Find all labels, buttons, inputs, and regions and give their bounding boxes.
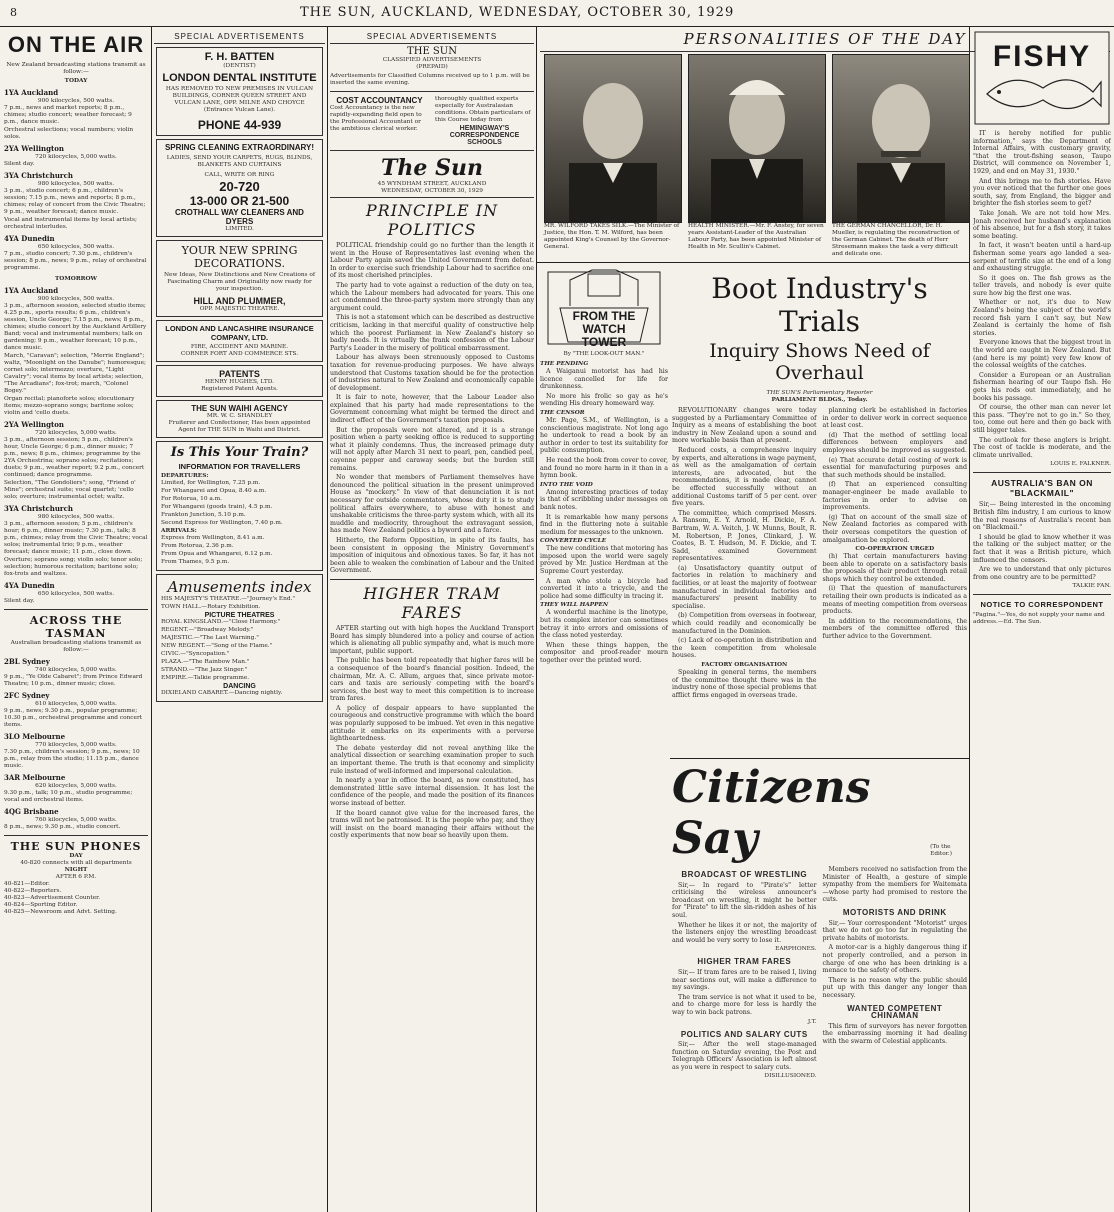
station-power: 770 kilocycles, 5,000 watts. [35, 742, 117, 748]
patents-head: PATENTS [219, 369, 260, 379]
insurance-sub: FIRE, ACCIDENT AND MARINE. [190, 344, 289, 350]
train-sub: INFORMATION FOR TRAVELLERS [178, 462, 301, 471]
pictures-head: PICTURE THEATRES [204, 612, 275, 619]
cleaning-head: SPRING CLEANING EXTRAORDINARY! [164, 143, 315, 152]
fishy-paragraph: IT is hereby notified for public information," says the Department of Internal Affairs, with customary gravity, "that the trout-fishing season, Taupo District, will commence on November 1, 1929, and end on May 31, 1930." [973, 130, 1111, 175]
station-power: 980 kilocycles, 500 watts. [37, 181, 115, 187]
batten-clinic: LONDON DENTAL INSTITUTE [162, 72, 317, 84]
letter-heading: WANTED COMPETENT CHINAMAN [847, 1003, 943, 1021]
cleaning-call: CALL, WRITE OR RING [204, 172, 275, 178]
cleaning-firm: CROTHALL WAY CLEANERS AND DYERS [175, 208, 304, 226]
cleaning-ad [156, 139, 323, 237]
station-power: 650 kilocycles, 500 watts. [37, 591, 115, 597]
station-name: 2FC Sydney [4, 691, 50, 700]
fishy-column: FISHY IT is hereby notified for public information," says the Department of Internal Affairs, with customary gravity, "that the trout-fishing season, Taupo District, will commence on November 1, 1929, and end on May 31, 1930." And this brings me to fish stories. Have you ever noticed that the further one goes south, say, from England, the bigger and brighter the fish stories seem to get? Take Jonah. We are not told how Mrs. Jonah received her husband's explanation of his absence, but for a fish story, it takes some beating. In fact, it wasn't beaten until a hard-up fisherman some years ago landed a sea-serpent of terrific size at the end of a long and exhausting struggle. So it goes on. The fish grows as the teller travels, and nobody is ever quite sure how big the first one was. Whether or not, it's due to New Zealand's being the subject of the world's record fish yarn I can't say, but New Zealand is certainly the home of fish stories. Everyone knows that the biggest trout in the world are caught in New Zealand. But (and here is my point) very few know of the colossal weights of the catches. Consider a European or an Australian fisherman hearing of our Taupo fish. He gets his rods out immediately, and he books his passage. Of course, the other man can never let this pass. "They're not to go in." So they, too, come out here and then go back with still bigger tales. The outlook for these anglers is bright. The cost of tackle is moderate, and the climate unrivalled. LOUIS E. FALKNER. AUSTRALIA'S BAN ON "BLACKMAIL" Sir,— Being interested in the oncoming British film industry, I am curious to know the real reasons of Australia's recent ban on "Blackmail." I should be glad to know whether it was the talking or the subject matter, or the fact that it was a British picture, which influenced the censors. Are we to understand that only pictures from one country are to be permitted? TALKIE FAN. NOTICE TO CORRESPONDENT "Pagina."—Yes, do not supply your name and address.—Ed. The Sun. [973, 30, 1111, 1210]
watchtower-title: FROM THE WATCH TOWER [572, 309, 636, 349]
anstey-photo [688, 54, 826, 223]
section-rule [537, 262, 969, 263]
station-power: 900 kilocycles, 500 watts. [37, 98, 115, 104]
station-power: 900 kilocycles, 500 watts. [37, 296, 115, 302]
station-name: 4YA Dunedin [4, 234, 55, 243]
section-rule [670, 758, 969, 759]
station-name: 3AR Melbourne [4, 773, 66, 782]
cleaning-numbers: 20-720 [219, 179, 260, 194]
letter-body: Sir,— If tram fares are to be raised I, living near sections out, will make a difference to my savings. [672, 968, 817, 992]
station-name: 3YA Christchurch [4, 171, 73, 180]
decorations-firm-sub: OPP. MAJESTIC THEATRE. [199, 306, 280, 312]
accountancy-head: COST ACCOUNTANCY [336, 96, 423, 105]
station-name: 3YA Christchurch [4, 504, 73, 513]
waihi-name: MR. W. C. SHANDLEY [206, 413, 273, 419]
column-rule [327, 26, 328, 1212]
editorial-address: 45 WYNDHAM STREET, AUCKLAND [377, 181, 487, 187]
station-name: 3LO Melbourne [4, 732, 66, 741]
special-ads-heading: SPECIAL ADVERTISEMENTS [154, 30, 325, 44]
phone-line: 40-822—Reporters. [4, 888, 62, 894]
page-number: 8 [10, 6, 17, 19]
station-name: 4YA Dunedin [4, 581, 55, 590]
tasman-intro: Australian broadcasting stations transmit as follow:— [10, 640, 142, 653]
decorations-body: New Ideas, New Distinctions and New Creations of Fascinating Charm and Originality now ready for your inspection. [163, 272, 316, 292]
letter-body: Sir,— Your correspondent "Motorist" urges that we do not go too far in regulating the private habits of motorists. [822, 919, 967, 942]
classified-sun-head: THE SUN [407, 46, 457, 57]
hemingway-name: HEMINGWAY'S CORRESPONDENCE SCHOOLS [449, 125, 520, 146]
amusements-box: Amusements index HIS MAJESTY'S THEATRE.—"Journey's End." TOWN HALL.—Rotary Exhibition. PICTURE THEATRES ROYAL KINGSLAND.—"Close Harmony." REGENT.—"Broadway Melody." MAJESTIC.—"The Last Warning." NEW REGENT.—"Song of the Flame." CIVIC.—"Syncopation." PLAZA.—"The Rainbow Man." STRAND.—"The Jazz Singer." EMPIRE.—Talkie programme. DANCING DIXIELAND CABARET.—Dancing nightly. [156, 574, 323, 702]
classified-sun-sub2: (PREPAID) [416, 64, 448, 70]
watchtower-paragraph: The new conditions that motoring has imposed upon the world were sagely proved by Mr. Justice Herdman at the Supreme Court yesterday. [540, 545, 668, 576]
tram-headline: HIGHER TRAM FARES [363, 583, 501, 622]
boot-paragraph: REVOLUTIONARY changes were today suggested by a Parliamentary Committee of Inquiry as a means of establishing the boot industry in New Zealand upon a sound and more workable basis than at present. [672, 407, 817, 445]
letter-heading: HIGHER TRAM FARES [697, 957, 792, 967]
boot-dateline: PARLIAMENT BLDGS., Today. [771, 397, 868, 403]
lead-paragraph: POLITICAL friendship could go no further than the length it went in the House of Representatives last evening when the Labour Party again saved the United Government from defeat. In order to exercise such friendship Labour had to sacrifice one of its most cherished principles. [330, 242, 534, 280]
batten-name: F. H. BATTEN [204, 51, 275, 63]
station-name: 2YA Wellington [4, 144, 64, 153]
station-power: 980 kilocycles, 500 watts. [37, 514, 115, 520]
watchtower-subhead: THE PENDING [540, 361, 589, 367]
personalities-heading: PERSONALITIES OF THE DAY [540, 30, 1110, 52]
letter-heading: BROADCAST OF WRESTLING [681, 870, 808, 879]
decorations-firm: HILL AND PLUMMER, [193, 296, 286, 306]
patents-ad [156, 365, 323, 397]
fishy-headline: FISHY [992, 40, 1092, 73]
station-power: 720 kilocycles, 5,000 watts. [35, 154, 117, 160]
masthead-title: THE SUN, AUCKLAND, WEDNESDAY, OCTOBER 30, 1929 [300, 5, 735, 20]
column-rule [536, 26, 537, 1212]
phone-line: 40-821—Editor. [4, 881, 50, 887]
tram-paragraph: AFTER starting out with high hopes the Auckland Transport Board has simply blundered into a policy and course of action which is alienating all public sympathy and, what is much more important, public support. [330, 624, 534, 655]
tram-paragraph: In nearly a year in office the board, as now constituted, has demonstrated little save internal dissension. It has lost the confidence of the people, and made the position of its finances worse instead of better. [330, 777, 534, 807]
fishy-paragraph: And this brings me to fish stories. Have you ever noticed that the further one goes south, say, from England, the bigger and brighter the fish stories seem to get? [973, 177, 1111, 208]
letter-heading: AUSTRALIA'S BAN ON "BLACKMAIL" [991, 478, 1093, 499]
citizens-headline: Citizens Say [672, 762, 871, 864]
patents-name: HENRY HUGHES, LTD. [204, 379, 275, 385]
cleaning-body: LADIES, SEND YOUR CARPETS, RUGS, BLINDS, BLANKETS AND CURTAINS [166, 155, 313, 168]
dancing-head: DANCING [223, 683, 256, 690]
station-power: 610 kilocycles, 5,000 watts. [35, 701, 117, 707]
phones-day: DAY [69, 853, 83, 859]
letter-signature: EARPHONES. [775, 946, 817, 953]
cleaning-numbers2: 13-000 OR 21-500 [189, 194, 290, 208]
boot-subhead: FACTORY ORGANISATION [701, 662, 788, 668]
boot-headline: Boot Industry's Trials [711, 272, 928, 338]
insurance-head: LONDON AND LANCASHIRE INSURANCE COMPANY, LTD. [165, 324, 314, 342]
notice-heading: NOTICE TO CORRESPONDENT [980, 600, 1104, 610]
phones-day-line: 40-820 connects with all departments [20, 860, 132, 866]
fishy-banner [973, 30, 1111, 126]
watchtower-paragraph: A wonderful machine is the linotype, but its complex interior can sometimes betray it into errors and omissions of the class noted yesterday. [540, 609, 668, 640]
watchtower-paragraph: Among interesting practices of today is that of scribbling under messages on bank notes. [540, 488, 668, 511]
letter-body: Sir,— Being interested in the oncoming British film industry, I am curious to know the real reasons of Australia's recent ban on "Blackmail." [973, 501, 1111, 532]
anstey-caption: HEALTH MINISTER.—Mr. F. Anstey, for seven years Assistant-Leader of the Australian Labour Party, has been appointed Minister of Health in Mr. Scullin's Cabinet. [688, 223, 824, 250]
boot-subhead: CO-OPERATION URGED [855, 546, 935, 553]
station-power: 760 kilocycles, 5,000 watts. [35, 817, 117, 823]
station-power: 740 kilocycles, 5,000 watts. [35, 667, 117, 673]
editorial-flag: The Sun [381, 155, 483, 181]
decorations-head: YOUR NEW SPRING DECORATIONS. [181, 244, 298, 270]
lead-paragraph: It is fair to note, however, that the Labour Leader also explained that his party had made representations to the Government concerning what might be termed the direct and indirect effect of the Government's taxation proposals. [330, 394, 534, 425]
lead-headline: PRINCIPLE IN POLITICS [365, 201, 499, 239]
classified-section-heading: SPECIAL ADVERTISEMENTS [330, 30, 534, 44]
wilford-photo [544, 54, 682, 223]
station-name: 1YA Auckland [4, 88, 59, 97]
boot-subheadline: Inquiry Shows Need of Overhaul [709, 340, 930, 384]
station-name: 1YA Auckland [4, 286, 59, 295]
phones-night: NIGHT [64, 867, 88, 873]
on-air-heading: ON THE AIR [7, 32, 145, 57]
train-head: Is This Your Train? [170, 445, 309, 460]
special-ads-column [154, 30, 325, 1210]
insurance-addr: CORNER FORT AND COMMERCE STS. [180, 351, 299, 357]
letter-signature: J.T. [807, 1018, 817, 1025]
boot-byline: THE SUN'S Parliamentary Reporter [766, 390, 873, 396]
tomorrow-label: TOMORROW [54, 276, 98, 282]
watchtower-subhead: INTO THE VOID [540, 481, 593, 488]
train-box: Is This Your Train? INFORMATION FOR TRAVELLERS DEPARTURES: Limited, for Wellington, 7.25 p.m. For Whangarei and Opua, 8.40 a.m. For Rotorua, 10 a.m. For Whangarei (goods train), 4.5 p.m. Frankton Junction, 5.10 p.m. Second Express for Wellington, 7.40 p.m. ARRIVALS: Express from Wellington, 8.41 a.m. From Rotorua, 2.36 p.m. From Opua and Whangarei, 6.12 p.m. From Thames, 9.5 p.m. [156, 441, 323, 571]
train-arrivals: ARRIVALS: [161, 528, 197, 534]
watchtower-subhead: THE CENSOR [540, 409, 585, 416]
editorial-date: WEDNESDAY, OCTOBER 30, 1929 [330, 188, 534, 198]
accountancy-body: Cost Accountancy is the new rapidly-expanding field open to the Professional Accountant or the ambitious clerical worker. [330, 105, 422, 132]
citizens-sub: (To the Editor.) [930, 844, 952, 857]
station-power: 650 kilocycles, 500 watts. [37, 244, 115, 250]
letter-signature: DISILLUSIONED. [764, 1073, 817, 1080]
letter-heading: MOTORISTS AND DRINK [842, 907, 947, 917]
station-name: 2YA Wellington [4, 420, 64, 429]
cleaning-firm-sub: LIMITED. [225, 226, 254, 232]
batten-role: (DENTIST) [223, 63, 256, 69]
editorial-column: SPECIAL ADVERTISEMENTS THE SUN CLASSIFIED ADVERTISEMENTS (PREPAID) Advertisements for Classified Columns received up to 1 p.m. will be inserted the same evening. COST ACCOUNTANCY Cost Accountancy is the new rapidly-expanding field open to the Professional Accountant or the ambitious clerical worker. thoroughly qualified experts especially for Australasian conditions. Obtain particulars of this Course today from HEMINGWAY'S CORRESPONDENCE SCHOOLS The Sun 45 WYNDHAM STREET, AUCKLAND WEDNESDAY, OCTOBER 30, 1929 PRINCIPLE IN POLITICS POLITICAL friendship could go no further than the length it went in the House of Representatives last evening when the Labour Party again saved the United Government from defeat. In order to exercise such friendship Labour had to sacrifice one of its most cherished principles. The party had to vote against a reduction of the duty on tea, which the Labour members had advocated for years. This one act condemned the three-party system more strongly than any argument could. This is not a statement which can be described as destructive criticism, lacking in that merciful quality of constructive help which the poorest Parliament in New Zealand's history so badly needs. It is virtually the frank confession of the Labour Party's Leader in the misery of political embarrassment. Labour has always been strenuously opposed to Customs taxation for revenue-producing purposes. We have always understood that Customs taxation should be for the protection of industries natural to New Zealand and economically capable of development. It is fair to note, however, that the Labour Leader also explained that his party had made representations to the Government concerning what might be termed the direct and indirect effect of the Government's taxation proposals. But the proposals were not altered, and it is a strange position when a party seeking office is reduced to supporting what it plainly condemns. Thus, the increased primage duty will not apply after March 31 next to pearl, pen, candied peel, cayenne pepper and caraway seeds; but the burden still remains. No wonder that members of Parliament themselves have denounced the political situation in the present unimproved House as "mockery." In view of that denunciation it is not necessary for outside commentators, whose duty it is to study political affairs everywhere, to abuse with honest and unshakable criticisms the three-party system which, with all its muddle and mediocrity, throughout the extravagant session, has made New Zealand politics a byword and a farce. Hitherto, the Reform Opposition, in spite of its faults, has been consistent in opposing the Ministry Government's imposition of iniquitous and obnoxious taxes. So far, it has not been able to weaken the combination of Labour and the United Government. HIGHER TRAM FARES AFTER starting out with high hopes the Auckland Transport Board has simply blundered into a policy and course of action which is alienating all public sympathy and, what is much more important, public support. The public has been told repeatedly that higher fares will be a consequence of the board's financial position. Indeed, the chairman, Mr. A. C. Allum, argues that, since private motor-cars and taxis are seriously competing with the board's services, the best way to meet this competition is to increase tram fares. A policy of despair appears to have supplanted the courageous and constructive programme with which the board was popularly supposed to be imbued. Yet even in this negative attitude it embarks on its experiments with a perverse lightheartedness. The debate yesterday did not reveal anything like the analytical dissection or searching examination proper to such an important theme. The truth is that economy and simplicity rule instead of well-informed and impersonal calculation. In nearly a year in office the board, as now constituted, has demonstrated little save internal dissension. It has lost the confidence of the people, and made the position of its finances worse instead of better. If the board cannot give value for the increased fares, the trams will not be patronised. It is the people who pay, and they will insist on the board managing their affairs without the costly experiments that now bear so heavily upon them. [330, 32, 534, 840]
fishy-signature: LOUIS E. FALKNER. [1050, 461, 1111, 468]
letter-body: Sir,— After the well stage-managed function on Saturday evening, the Post and Telegraph Officers' Association is left almost as you were in respect to salary cuts. [672, 1041, 817, 1071]
mueller-photo [832, 54, 970, 223]
letter-body: Sir,— In regard to "Pirate's" letter criticising the wireless announcer's broadcast on wrestling, it might be better for "Pirate" to lift the sin-ridden ashes of his soul. [672, 881, 817, 919]
lead-paragraph: This is not a statement which can be described as destructive criticism, lacking in that merciful quality of constructive help which the poorest Parliament in New Zealand's history so badly needs. It is virtually the frank confession of the Labour Party's Leader in the misery of political embarrassment. [330, 314, 534, 352]
station-name: 2BL Sydney [4, 657, 50, 666]
patents-sub: Registered Patent Agents. [201, 386, 278, 392]
batten-phone: PHONE 44-939 [197, 118, 282, 132]
fishy-paragraph: Of course, the other man can never let this pass. "They're not to go in." So they, too, come out here and then go back with still bigger tales. [973, 404, 1111, 434]
watchtower-paragraph: Mr. Page, S.M., of Wellington, is a conscientious magistrate. Not long ago he undertook to read a book by an author in order to test its suitability for public consumption. [540, 416, 668, 455]
phone-line: 40-825—Newsroom and Advt. Setting. [4, 909, 117, 915]
masthead [0, 0, 1114, 27]
insurance-ad [156, 320, 323, 362]
watchtower-paragraph: A Waiganui motorist has had his licence cancelled for life for drunkenness. [540, 368, 668, 391]
on-air-intro: New Zealand broadcasting stations transmit as follow:— [6, 62, 146, 75]
letter-heading: POLITICS AND SALARY CUTS [680, 1029, 808, 1039]
waihi-head: THE SUN WAIHI AGENCY [191, 404, 288, 413]
watchtower-subhead: THEY WILL HAPPEN [540, 602, 609, 609]
phones-heading: THE SUN PHONES [10, 840, 142, 853]
mueller-caption: THE GERMAN CHANCELLOR, Dr. H. Mueller, is regulating the reconstruction of the German Cabinet. The death of Herr Stresemann makes the task a very difficult and delicate one. [832, 223, 960, 257]
phones-list [4, 881, 148, 916]
phone-line: 40-824—Sporting Editor. [4, 902, 78, 908]
train-departures: DEPARTURES: [161, 473, 209, 479]
notice-body: "Pagina."—Yes, do not supply your name and address.—Ed. The Sun. [973, 612, 1105, 626]
watchtower-column: FROM THE WATCH TOWER By "THE LOOK-OUT MAN." THE PENDING A Waiganui motorist has had his licence cancelled for life for drunkenness. No more his frolic so gay as he's wending His dreary homeward way. THE CENSOR Mr. Page, S.M., of Wellington, is a conscientious magistrate. Not long ago he undertook to read a book by an author in order to test its suitability for public consumption. He read the book from cover to cover, and found no more harm in it than in a hymn book. INTO THE VOID Among interesting practices of today is that of scribbling under messages on bank notes. It is remarkable how many persons find in the fluttering note a suitable medium for messages to the unknown. CONVERTED CYCLE The new conditions that motoring has imposed upon the world were sagely proved by Mr. Justice Herdman at the Supreme Court yesterday. A man who stole a bicycle had converted it into a tricycle, and the police had some difficulty in tracing it. THEY WILL HAPPEN A wonderful machine is the linotype, but its complex interior can sometimes betray it into errors and omissions of the class noted yesterday. When these things happen, the compositor and proof-reader mourn together over the printed word. [540, 266, 668, 1206]
decorations-ad [156, 240, 323, 317]
batten-ad [156, 47, 323, 136]
amusements-head: Amusements index [167, 578, 312, 596]
phone-line: 40-823—Advertisement Counter. [4, 895, 101, 901]
letter-body: This firm of surveyors has never forgotten the embarrassing morning it had dealing with the swarm of Celestial applicants. [822, 1022, 967, 1045]
wilford-caption: MR. WILFORD TAKES SILK.—The Minister of Justice, the Hon. T. M. Wilford, has been appointed King's Counsel by the Governor-General. [544, 223, 680, 250]
lead-paragraph: No wonder that members of Parliament themselves have denounced the political situation in the present unimproved House as "mockery." In view of that denunciation it is not necessary for outside commentators, whose duty it is to study political affairs everywhere, to abuse with honest and unshakable criticisms the three-party system which, with all its muddle and mediocrity, throughout the extravagant session, has made New Zealand politics a byword and a farce. [330, 474, 534, 535]
boot-paragraph: The committee, which comprised Messrs. A. Ransom, E. Y. Arnold, H. Dickie, F. A. Bartram, W. A. Veitch, J. W. Munns, Boult, R. M. Robertson, P. Jones, Clinkard, J. W. Coates, B. T. Hudson, M. F. Dickie, and T. Sadd, examined Government representatives. [672, 509, 817, 563]
batten-body: HAS REMOVED TO NEW PREMISES IN VULCAN BUILDINGS, CORNER QUEEN STREET AND VULCAN LANE, OPP. MILNE AND CHOYCE (Entrance Vulcan Lane). [165, 86, 314, 113]
citizens-say-block: Citizens Say (To the Editor.) BROADCAST OF WRESTLING Sir,— In regard to "Pirate's" letter criticising the wireless announcer's broadcast on wrestling, it might be better for "Pirate" to lift the sin-ridden ashes of his soul. Whether he likes it or not, the majority of the listeners enjoy the wrestling broadcast and would be very sorry to lose it. EARPHONES. HIGHER TRAM FARES Sir,— If tram fares are to be raised I, living near sections out, will make a difference to my savings. The tram service is not what it used to be, and to charge more for less is hardly the way to win back patrons. J.T. POLITICS AND SALARY CUTS Sir,— After the well stage-managed function on Saturday evening, the Post and Telegraph Officers' Association is left almost as you were in respect to salary cuts. DISILLUSIONED. Members received no satisfaction from the Minister of Health, a gesture of simple sympathy from the members for Waitemata—whose party had promised to restore the cuts. MOTORISTS AND DRINK Sir,— Your correspondent "Motorist" urges that we do not go too far in regulating the private habits of motorists. A motor-car is a highly dangerous thing if not properly controlled, and a person in charge of one who has been drinking is a menace to the safety of others. There is no reason why the public should put up with this danger any longer than necessary. WANTED COMPETENT CHINAMAN This firm of surveyors has never forgotten the embarrassing morning it had dealing with the swarm of Celestial applicants. [672, 762, 967, 1080]
watchtower-banner [540, 266, 668, 348]
waihi-ad [156, 400, 323, 438]
tasman-heading: ACROSS THE TASMAN [29, 614, 123, 640]
tram-paragraph: A policy of despair appears to have supplanted the courageous and constructive programme with which the board was popularly supposed to be imbued. Yet even in this negative attitude it embarks on its experiments with a perverse lightheartedness. [330, 704, 534, 743]
waihi-body: Fruiterer and Confectioner, Has been appointed Agent for THE SUN in Waihi and District. [168, 420, 311, 433]
letter-signature: TALKIE FAN. [1072, 583, 1111, 590]
boot-industry-article: Boot Industry's Trials Inquiry Shows Need of Overhaul THE SUN'S Parliamentary Reporter PARLIAMENT BLDGS., Today. REVOLUTIONARY changes were today suggested by a Parliamentary Committee of Inquiry as a means of establishing the boot industry in New Zealand upon a sound and more workable basis than at present. Reduced costs, a comprehensive inquiry by experts, and alterations in wage payment, as well as the amalgamation of certain interests, are advocated, but the recommendations, it is made clear, cannot be effected successfully without an additional Customs tariff of 5 per cent. over five years. The committee, which comprised Messrs. A. Ransom, E. Y. Arnold, H. Dickie, F. A. Bartram, W. A. Veitch, J. W. Munns, Boult, R. M. Robertson, P. Jones, Clinkard, J. W. Coates, B. T. Hudson, M. F. Dickie, and T. Sadd, examined Government representatives. (a) Unsatisfactory quantity output of factories in relation to machinery and facilities, or at least the majority of footwear manufactured in individual factories and manufacturers' present inability to specialise. (b) Competition from overseas in footwear, which could readily and economically be manufactured in the Dominion. (c) Lack of co-operation in distribution and the keen competition from wholesale houses. FACTORY ORGANISATION Speaking in general terms, the members of the committee thought there was in the industry none of those special problems that afflict firms engaged in overseas trade. planning clerk be established in factories in order to deliver work in correct sequence at least cost. (d) That the method of settling local differences between employers and employees should be improved as suggested. (e) That accurate detail costing of work is essential for manufacturing purposes and that such methods should be installed. (f) That an experienced consulting manager-engineer be made available to factories in order to advise on improvements. (g) That on account of the small size of New Zealand factories as compared with their overseas competitors the question of amalgamation be explored. CO-OPERATION URGED (h) That certain manufacturers having been able to operate on a satisfactory basis the proposals of their product through retail shops which they control be extended. (i) That the question of manufacturers retailing their own products is indicated as a means of meeting competition from overseas products. In addition to the recommendations, the members of the committee offered this further advice to the Government. [672, 272, 967, 699]
station-power: 720 kilocycles, 5,000 watts. [35, 430, 117, 436]
classified-sun-sub: CLASSIFIED ADVERTISEMENTS [382, 57, 482, 63]
station-power: 620 kilocycles, 5,000 watts. [35, 783, 117, 789]
watchtower-byline: By "THE LOOK-OUT MAN." [563, 351, 645, 357]
phones-after: AFTER 6 P.M. [55, 874, 97, 880]
today-label: TODAY [64, 78, 88, 84]
watchtower-subhead: CONVERTED CYCLE [540, 538, 607, 545]
station-name: 4QG Brisbane [4, 807, 59, 816]
on-air-column: ON THE AIR New Zealand broadcasting stations transmit as follow:— TODAY 1YA Auckland 900 kilocycles, 500 watts. 7 p.m., news and market reports; 8 p.m., chimes; studio concert; weather forecast; 9 p.m., dance music. Orchestral selections; vocal numbers; violin solos. 2YA Wellington 720 kilocycles, 5,000 watts. Silent day. 3YA Christchurch 980 kilocycles, 500 watts. 3 p.m., studio concert; 6 p.m., children's session; 7.15 p.m., news and reports; 8 p.m., chimes; relay of concert from the Civic Theatre; 9 p.m., weather forecast; dance music. Vocal and instrumental items by local artists; orchestral interludes. 4YA Dunedin 650 kilocycles, 500 watts. 7 p.m., studio concert; 7.30 p.m., children's session; 8 p.m., news; 9 p.m., relay of orchestral programme. TOMORROW 1YA Auckland 900 kilocycles, 500 watts. 3 p.m., afternoon session, selected studio items; 4.25 p.m., sports results; 6 p.m., children's session, Uncle George; 7.15 p.m., news; 8 p.m., chimes; studio concert by the Auckland Artillery Band; vocal and instrumental numbers; talk on gardening; 9 p.m., weather forecast; 10 p.m., dance music. March, "Caravan"; selection, "Merrie England"; waltz, "Moonlight on the Danube"; humoresque; cornet solo; intermezzo; overture, "Light Cavalry"; vocal items by local artists; selection, "The Arcadians"; fox-trot; march, "Colonel Bogey." Organ recital; pianoforte solos; elocutionary items; mezzo-soprano songs; baritone solos; violin and 'cello duets. 2YA Wellington 720 kilocycles, 5,000 watts. 3 p.m., afternoon session; 5 p.m., children's hour, Uncle George; 6 p.m., dinner music; 7 p.m., news; 8 p.m., chimes; programme by the 2YA Orchestrina; soprano solos; recitations; duets; 9 p.m., weather report; 9.2 p.m., concert continued; dance programme. Selection, "The Gondoliers"; song, "Friend o' Mine"; orchestral suite; vocal quartet; 'cello solo; overture; instrumental octet; waltz. 3YA Christchurch 980 kilocycles, 500 watts. 3 p.m., afternoon session; 5 p.m., children's hour; 6 p.m., dinner music; 7.30 p.m., talk; 8 p.m., chimes; relay from the Civic Theatre; vocal solos; instrumental trio; 9 p.m., weather forecast; dance music; 11 p.m., close down. Overture; soprano song; violin solo; tenor solo; selection; humorous recitation; baritone solo; fox-trots and waltzes. 4YA Dunedin 650 kilocycles, 500 watts. Silent day. ACROSS THE TASMAN Australian broadcasting stations transmit as follow:— 2BL Sydney 740 kilocycles, 5,000 watts. 9 p.m., "Ye Olde Cabaret"; from Prince Edward Theatre; 10 p.m., dinner music; close. 2FC Sydney 610 kilocycles, 5,000 watts. 9 p.m., news; 9.30 p.m., popular programme; 10.30 p.m., orchestral programme and concert items. 3LO Melbourne 770 kilocycles, 5,000 watts. 7.30 p.m., children's session; 9 p.m., news; 10 p.m., relay from the studio; 11.15 p.m., dance music. 3AR Melbourne 620 kilocycles, 5,000 watts. 9.30 p.m., talk; 10 p.m., studio programme; vocal and orchestral items. 4QG Brisbane 760 kilocycles, 5,000 watts. 8 p.m., news; 9.30 p.m., studio concert. THE SUN PHONES DAY 40-820 connects with all departments NIGHT AFTER 6 P.M. 40-821—Editor. 40-822—Reporters. 40-823—Advertisement Counter. 40-824—Sporting Editor. 40-825—Newsroom and Advt. Setting. [4, 32, 148, 915]
column-rule [151, 26, 152, 1212]
